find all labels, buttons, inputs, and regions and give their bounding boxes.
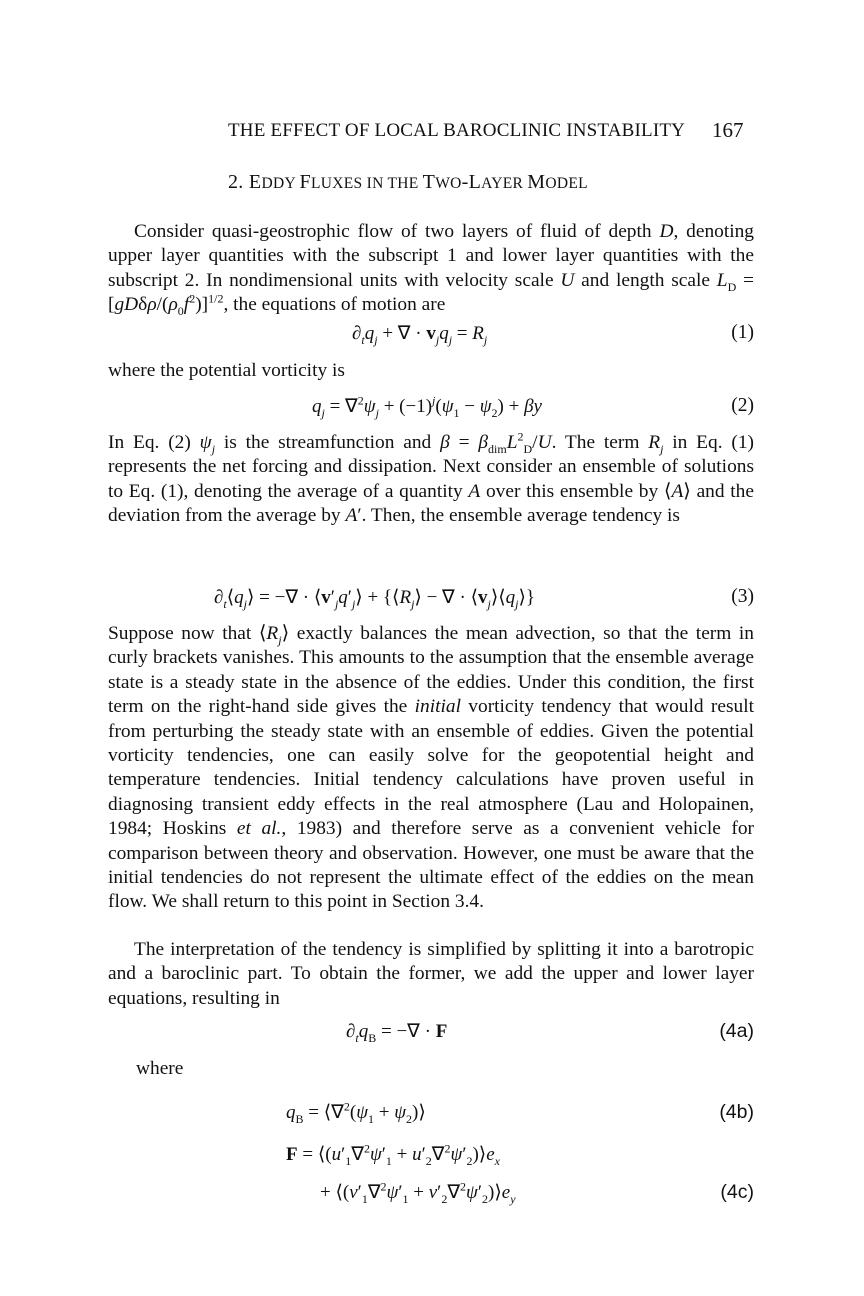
equation-2: $q_j = \nabla^2\psi_j + (-1)^j(\psi_1 - \psi_2) + \beta y$ <box>312 393 542 420</box>
equation-2-number: (2) <box>731 395 754 416</box>
equation-4b: $q_B$ = $⟨\nabla^2(\psi_1$ + $\psi_2)⟩$ <box>286 1099 426 1126</box>
paragraph-2: where the potential vorticity is <box>108 360 345 381</box>
equation-4a-number: (4a) <box>719 1020 754 1042</box>
paragraph-3: In Eq. (2) $\psi_j$ is the streamfunction and $\beta = \beta_{dim}L^2_D/U$. The term $R_j$ in Eq. (1) represents the net forcing and dissipation. Next consider an ensemble of solutions to Eq. (1), denoting the average of a quantity A over this ensemble by ⟨A⟩ and the deviation from the average by A′. Then, the ensemble average tendency is <box>108 429 755 527</box>
equation-4c-line2: + $⟨(v'_1\nabla^2\psi'_1$ + $v'_2\nabla^2\psi'_2)⟩e_y$ <box>320 1179 516 1206</box>
where-label: where <box>136 1058 184 1079</box>
paragraph-1: Consider quasi-geostrophic flow of two layers of fluid of depth D, denoting upper layer quantities with the subscript 1 and lower layer quantities with the subscript 2. In nondimensional units with velocity scale U and length scale $L_D = [gD\delta\rho/(\rho_0f^2)]^{1/2}$, the equations of motion are <box>108 221 755 319</box>
equation-4c-number: (4c) <box>720 1181 754 1203</box>
section-title: EDDY FLUXES IN THE TWO-LAYER MODEL <box>248 171 588 193</box>
section-number: 2. <box>228 171 244 193</box>
paragraph-4: Suppose now that $⟨R_j⟩$ exactly balances the mean advection, so that the term in curly brackets vanishes. This amounts to the assumption that the ensemble average state is a steady state in the absence of the eddies. Under this condition, the first term on the right-hand side gives the initial vorticity tendency that would result from perturbing the steady state with an ensemble of eddies. Given the potential vorticity tendencies, one can easily solve for the geopotential height and temperature tendencies. Initial tendency calculations have proven useful in diagnosing transient eddy effects in the real atmosphere (Lau and Holopainen, 1984; Hoskins et al., 1983) and therefore serve as a convenient vehicle for comparison between theory and observation. However, one must be aware that the initial tendencies do not represent the ultimate effect of the eddies on the mean flow. We shall return to this point in Section 3.4. <box>108 623 755 913</box>
equation-4a: $\partial_tq_B$ = −∇ · F <box>346 1021 448 1045</box>
page-number: 167 <box>712 118 744 142</box>
section-heading <box>228 171 588 194</box>
equation-1-number: (1) <box>731 322 754 343</box>
equation-3: $\partial_t⟨q_j⟩$ = −∇ · $⟨v'_jq'_j⟩$ + {$⟨R_j⟩$ − ∇ · $⟨v_j⟩⟨q_j⟩$} <box>214 587 536 611</box>
equation-1: $\partial_tq_j$ + ∇ · $v_jq_j = R_j$ <box>352 323 488 347</box>
paragraph-5: The interpretation of the tendency is simplified by splitting it into a barotropic and a baroclinic part. To obtain the former, we add the upper and lower layer equations, resulting in <box>108 939 754 1009</box>
equation-4c-line1: $F = ⟨(u'_1\nabla^2\psi'_1$ + $u'_2\nabla^2\psi'_2)⟩e_x$ <box>286 1141 500 1168</box>
running-head: THE EFFECT OF LOCAL BAROCLINIC INSTABILITY <box>228 120 686 141</box>
equation-3-number: (3) <box>731 586 754 607</box>
equation-4b-number: (4b) <box>719 1101 754 1123</box>
